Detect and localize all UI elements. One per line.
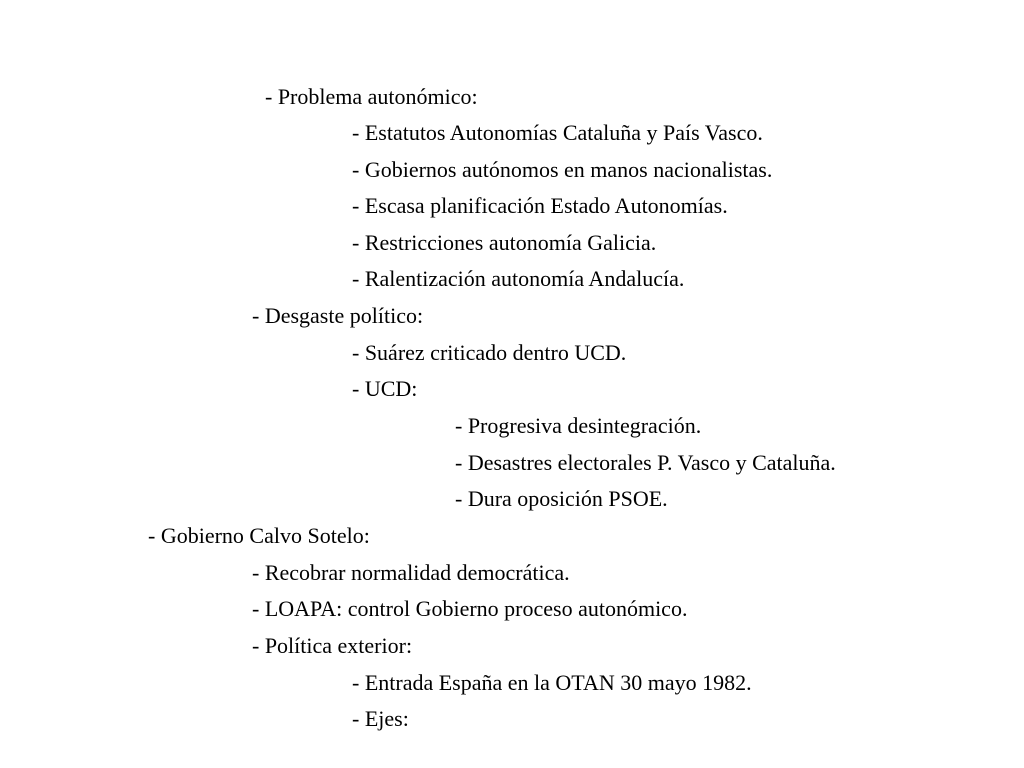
outline-item-desgaste-politico: - Desgaste político: — [252, 303, 424, 328]
outline-item-ejes: - Ejes: — [352, 706, 409, 731]
outline-item-suarez-criticado: - Suárez criticado dentro UCD. — [352, 340, 627, 365]
outline-item-problema-autonomico: - Problema autonómico: — [265, 84, 478, 109]
outline-item-politica-exterior: - Política exterior: — [252, 633, 413, 658]
outline-item-gobiernos-autonomos: - Gobiernos autónomos en manos nacionalistas. — [352, 157, 773, 182]
outline-item-ucd: - UCD: — [352, 376, 418, 401]
outline-item-entrada-otan: - Entrada España en la OTAN 30 mayo 1982. — [352, 670, 752, 695]
outline-item-dura-oposicion: - Dura oposición PSOE. — [455, 486, 668, 511]
outline-item-desastres-electorales: - Desastres electorales P. Vasco y Cataluña. — [455, 450, 836, 475]
outline-item-loapa: - LOAPA: control Gobierno proceso autonómico. — [252, 596, 688, 621]
outline-item-estatutos: - Estatutos Autonomías Cataluña y País Vasco. — [352, 120, 763, 145]
outline-item-restricciones-galicia: - Restricciones autonomía Galicia. — [352, 230, 657, 255]
outline-item-gobierno-calvo-sotelo: - Gobierno Calvo Sotelo: — [148, 523, 370, 548]
outline-item-escasa-planificacion: - Escasa planificación Estado Autonomías. — [352, 193, 728, 218]
outline-item-ralentizacion-andalucia: - Ralentización autonomía Andalucía. — [352, 266, 685, 291]
outline-item-recobrar-normalidad: - Recobrar normalidad democrática. — [252, 560, 570, 585]
outline-item-progresiva-desintegracion: - Progresiva desintegración. — [455, 413, 702, 438]
